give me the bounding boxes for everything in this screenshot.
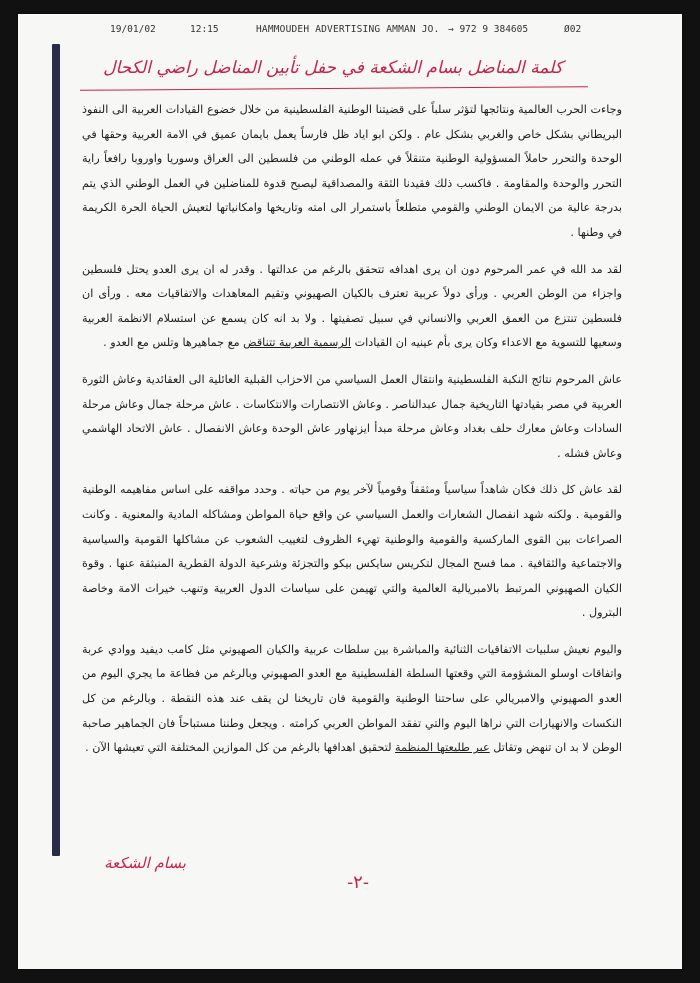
letter-body [82, 98, 622, 773]
heading-underline [80, 86, 588, 91]
fax-header [18, 24, 682, 38]
paragraph-4-text: لقد عاش كل ذلك فكان شاهداً سياسياً ومثقفاً وقومياً لآخر يوم من حياته . وحدد مواقفه على اساس مفاهيمه الوطنية والقومية . ولكنه شهد انفصال الشعارات والعمل السياسي عن واقع حياة المواطن ومشاكله المادية والمعنوية . وكانت الصراعات بين القوى الماركسية والقومية والوطنية تهيء الظروف لتغييب الشعوب عن مشاكلها القومية والسياسية والاجتماعية والثقافية . مما فسح المجال لتكريس سايكس بيكو والتجزئة وشرعية الدولة القطرية المنبثقة عنها . وقوة الكيان الصهيوني المرتبط بالامبريالية العالمية والتي تهيمن على سياسات الدول العربية وتنهب خيرات الامة وخاصة البترول . [82, 483, 622, 620]
paragraph-2-underlined: الرسمية العربية تتناقض [243, 336, 352, 350]
paragraph-1-text: وجاءت الحرب العالمية ونتائجها لتؤثر سلباً على قضيتنا الوطنية الفلسطينية من خلال خضوع القيادات العربية الى النفوذ البريطاني بشكل خاص والغربي بشكل عام . ولكن ابو اياد ظل فارساً يعمل بايمان عميق في الامة العربية وحقها في الوحدة والتحرر حاملاً المسؤولية الوطنية متنقلاً في عمله الوطني من فلسطين الى العراق وسوريا واوروبا رافعاً راية التحرر والوحدة والمقاومة . فاكسب ذلك فقيدنا الثقة والمصداقية ليصبح قدوة للمناضلين في العمل الوطني الذي يتم بدرجة عالية من الايمان الوطني والقومي متطلعاً باستمرار الى امته وتاريخها وامكانياتها لتعيش الحياة الحرة الكريمة في وطنها . [82, 103, 622, 239]
paragraph-3 [82, 368, 622, 466]
paragraph-2-end: مع جماهيرها وتلس مع العدو . [103, 336, 240, 350]
fax-time: 12:15 [190, 24, 219, 35]
paragraph-3-text: عاش المرحوم نتائج النكبة الفلسطينية وانتقال العمل السياسي من الاحزاب القبلية العائلية الى العقائدية وعاش الثورة العربية في مصر بقيادتها التاريخية جمال عبدالناصر . وعاش الانتصارات والانتكاسات . عاش مرحلة جمال وعاش مرحلة السادات وعاش معارك حلف بغداد وعاش مرحلة مبدأ ايزنهاور عاش الوحدة وعاش الانفصال . عاش الاتحاد الهاشمي وعاش فشله . [82, 372, 622, 460]
paragraph-1 [82, 98, 622, 246]
fax-page [18, 14, 682, 969]
fax-sender: HAMMOUDEH ADVERTISING AMMAN JO. [256, 24, 440, 35]
page-number-mark: -٢- [347, 872, 369, 893]
fax-date: 19/01/02 [110, 24, 156, 35]
paragraph-5-text: واليوم نعيش سلبيات الاتفاقيات الثنائية والمباشرة بين سلطات عربية والكيان الصهيوني مثل كامب ديفيد ووادي عربة واتفاقات اوسلو المشؤومة التي وقعتها السلطة الفلسطينية مع العدو الصهيوني وبالرغم من فظاعة ما يجري اليوم من العدو الصهيوني والامبريالي على ساحتنا الوطنية والقومية فان تاريخنا لن يقف عند هذه النقطة . وبالرغم من كل النكسات والانهيارات التي نراها اليوم والتي تفقد المواطن العربي كرامته . ويجعل وطننا مستباحاً فان الجماهير صاحبة الوطن لا بد ان تنهض وتقاتل [82, 642, 622, 755]
handwritten-signature: بسام الشكعة [104, 854, 186, 872]
margin-bar [52, 44, 60, 856]
paragraph-4 [82, 478, 622, 626]
paragraph-2 [82, 258, 622, 356]
handwritten-heading: كلمة المناضل بسام الشكعة في حفل تأبين المناضل راضي الكحال [103, 58, 563, 78]
fax-number: → 972 9 384605 [448, 24, 529, 35]
paragraph-5 [82, 638, 622, 761]
paragraph-5-end: لتحقيق اهدافها بالرغم من كل الموازين المختلفة التي تعيشها الآن . [85, 741, 392, 755]
paragraph-2-text: لقد مد الله في عمر المرحوم دون ان يرى اهدافه تتحقق بالرغم من عدالتها . وقدر له ان يرى العدو يحتل فلسطين واجزاء من الوطن العربي . ورأى دولاً عربية تعترف بالكيان الصهيوني وتقيم المعاهدات والاتفاقيات معه . ورأى ان فلسطين تنتزع من العمق العربي والانساني في سبيل تصفيتها . ولا بد انه كان يسمع عن استسلام الانظمة العربية وسعيها للتسوية مع الاعداء وكان يرى بأم عينيه ان القيادات [82, 262, 622, 350]
paragraph-5-underlined: عبر طليعتها المنظمة [395, 741, 490, 755]
fax-page-number: Ø02 [564, 24, 582, 35]
